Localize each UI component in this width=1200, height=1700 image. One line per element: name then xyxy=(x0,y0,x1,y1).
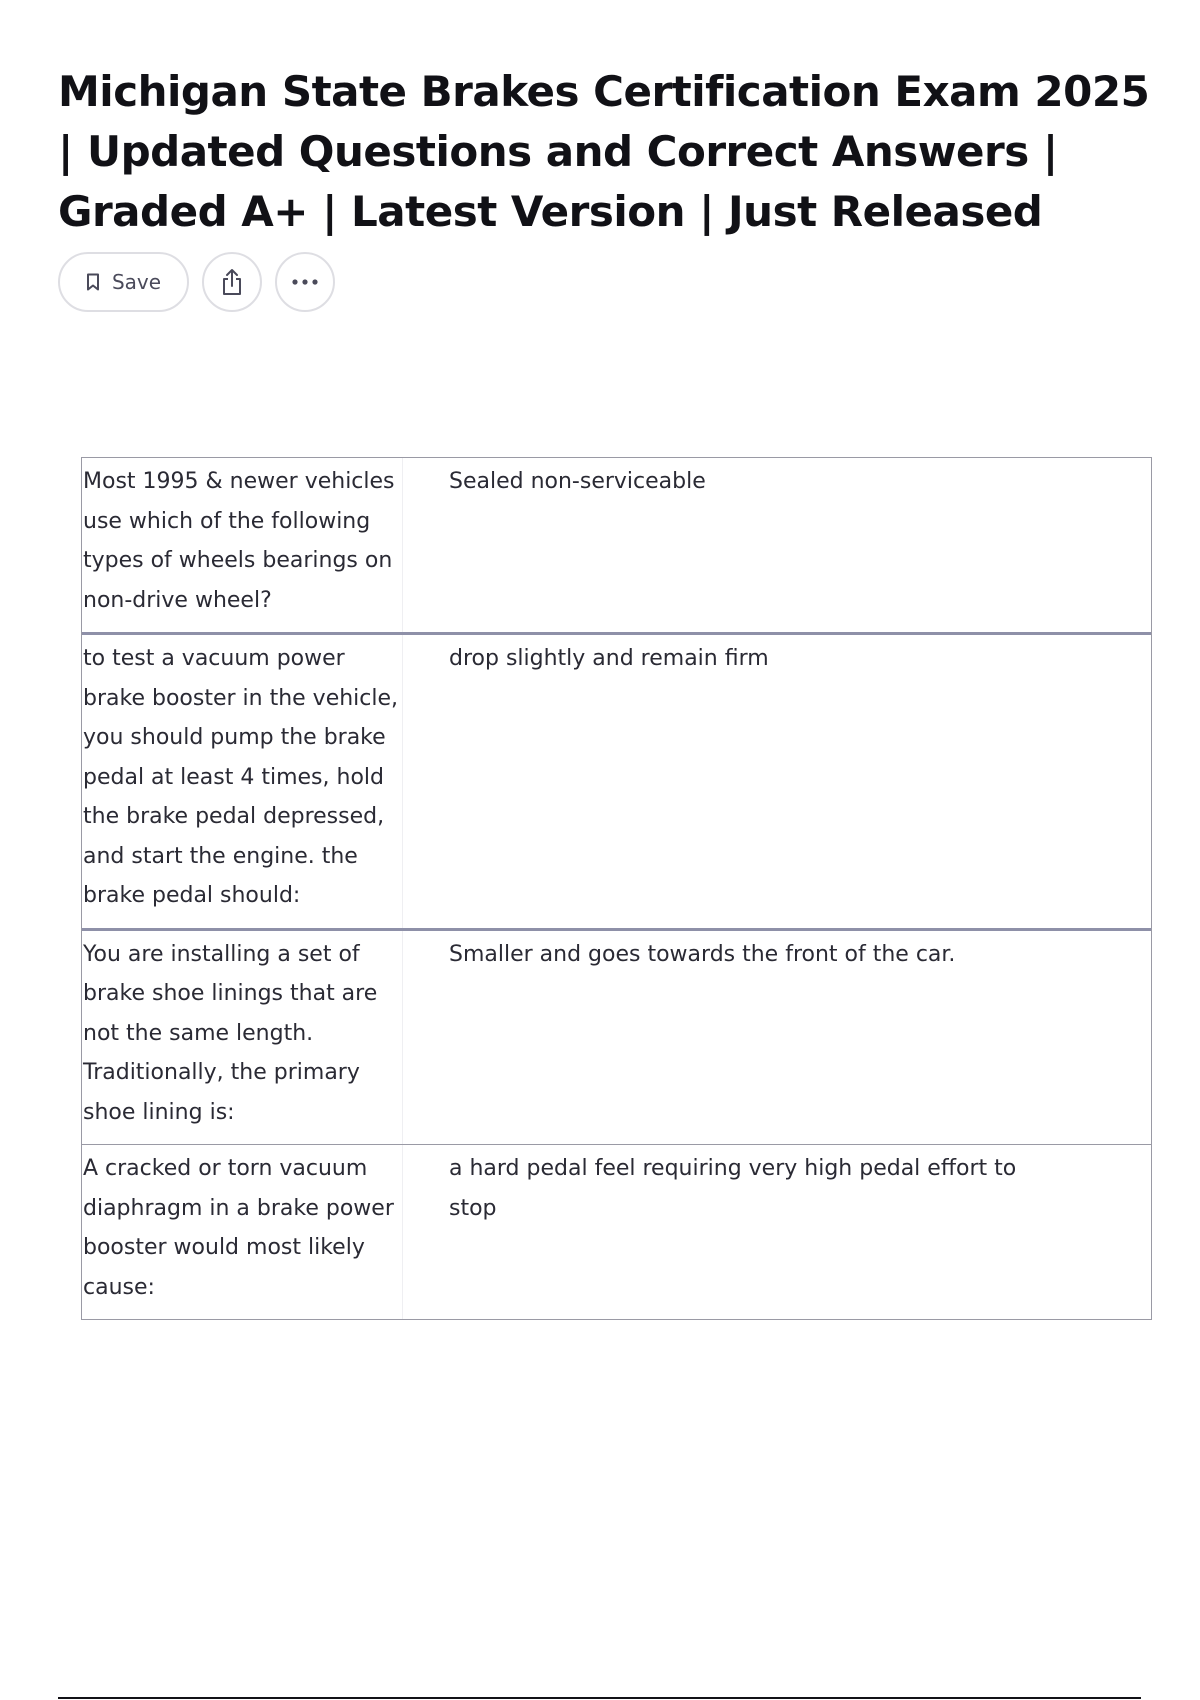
answer-cell: Sealed non-serviceable xyxy=(449,469,706,494)
share-icon xyxy=(219,268,245,296)
more-horizontal-icon xyxy=(291,278,319,286)
document-actions xyxy=(58,252,335,312)
bookmark-icon xyxy=(86,273,100,291)
table-row xyxy=(82,458,1151,632)
question-cell: Most 1995 & newer vehicles use which of the following types of wheels bearings on non-drive wheel? xyxy=(82,458,403,632)
question-cell: to test a vacuum power brake booster in the vehicle, you should pump the brake pedal at least 4 times, hold the brake pedal depressed, and start the engine. the brake pedal should: xyxy=(82,635,403,928)
table-row xyxy=(82,928,1151,1145)
more-options-button[interactable] xyxy=(275,252,335,312)
qa-table xyxy=(81,457,1152,1320)
save-button[interactable] xyxy=(58,252,189,312)
share-button[interactable] xyxy=(202,252,262,312)
question-cell: You are installing a set of brake shoe linings that are not the same length. Traditionally, the primary shoe lining is: xyxy=(82,931,403,1145)
answer-cell: a hard pedal feel requiring very high pedal effort to stop xyxy=(449,1156,1017,1221)
page-title: Michigan State Brakes Certification Exam 2025 | Updated Questions and Correct Answers | Graded A+ | Latest Version | Just Released xyxy=(58,67,1150,236)
question-cell: A cracked or torn vacuum diaphragm in a brake power booster would most likely cause: xyxy=(82,1145,403,1319)
page-divider xyxy=(58,1697,1141,1699)
answer-cell: drop slightly and remain firm xyxy=(449,646,769,671)
answer-cell: Smaller and goes towards the front of the car. xyxy=(449,941,956,967)
table-row xyxy=(82,632,1151,928)
table-row xyxy=(82,1144,1151,1319)
save-button-label: Save xyxy=(111,270,162,294)
